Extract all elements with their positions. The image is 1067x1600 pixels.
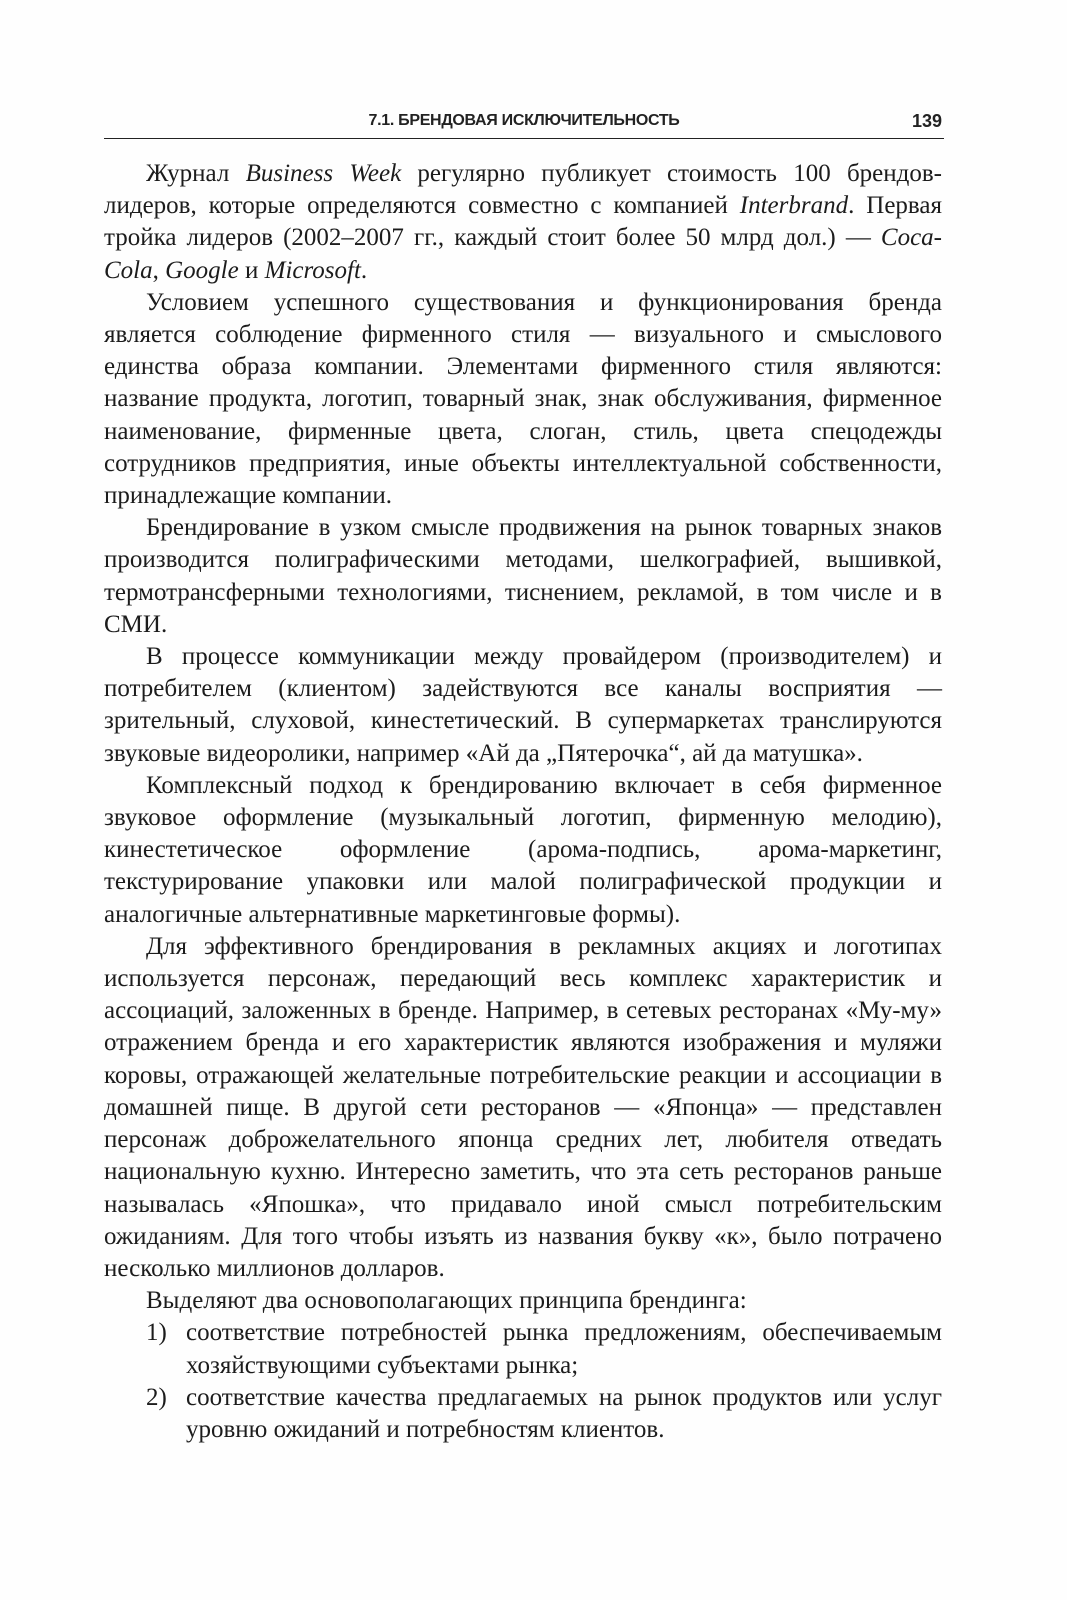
list-item-text: соответствие потребностей рынка предложениям, обеспечиваемым хозяйствующими субъектами рынка; (186, 1319, 942, 1379)
text-run: и (238, 256, 265, 284)
text-run: Журнал (146, 160, 246, 187)
text-run: . (360, 256, 368, 284)
paragraph-perception-channels: В процессе коммуникации между провайдером (производителем) и потребителем (клиентом) задействуются все каналы восприятия — зрительный, слуховой, кинестетический. В супермаркетах транслируются звуковые видеоролики, например «Ай да „Пятерочка“, ай да матушка». (104, 643, 942, 767)
list-item (104, 1317, 942, 1381)
italic-google: Google (165, 256, 239, 284)
body-text (104, 158, 942, 1446)
running-header (104, 110, 944, 139)
page-number: 139 (911, 111, 942, 131)
paragraph-complex-approach: Комплексный подход к брендированию включает в себя фирменное звуковое оформление (музыкальный логотип, фирменную мелодию), кинестетическое оформление (арома-подпись, арома-маркетинг, текстурирование упаковки или малой полиграфической продукции и аналогичные альтернативные маркетинговые формы). (104, 771, 942, 928)
principles-list (104, 1317, 942, 1446)
italic-coca-cola: Coca-Cola (104, 224, 942, 284)
running-title: 7.1. БРЕНДОВАЯ ИСКЛЮЧИТЕЛЬНОСТЬ (368, 112, 680, 129)
italic-interbrand: Interbrand (739, 192, 849, 220)
paragraph-brand-character: Для эффективного брендирования в рекламных акциях и логотипах используется персонаж, передающий весь комплекс характеристик и ассоциаций, заложенных в бренде. Например, в сетевых ресторанах «Му-му» отражением бренда и его характеристик являются изображения и муляжи коровы, отражающей желательные потребительские реакции и ассоциации в домашней пище. В другой сети ресторанов — «Японца» — представлен персонаж доброжелательного японца средних лет, любителя отведать национальную кухню. Интересно заметить, что эта сеть ресторанов раньше называлась «Япошка», что придавало иной смысл потребительским ожиданиям. Для того чтобы изъять из названия букву «к», было потрачено несколько миллионов долларов. (104, 932, 942, 1282)
paragraph-principles-intro: Выделяют два основополагающих принципа брендинга: (146, 1287, 747, 1315)
italic-business-week: Business Week (245, 160, 402, 187)
text-run: регулярно публикует стоимость 100 брендов-лидеров, которые определяются совместно с компанией (104, 160, 942, 220)
text-run: . Первая тройка лидеров (2002–2007 гг., каждый стоит более 50 млрд дол.) — (104, 192, 942, 252)
list-marker: 2) (146, 1383, 167, 1411)
italic-microsoft: Microsoft (264, 256, 361, 284)
list-marker: 1) (146, 1319, 167, 1347)
text-run: , (152, 256, 166, 284)
list-item-text: соответствие качества предлагаемых на рынок продуктов или услуг уровню ожиданий и потребностям клиентов. (186, 1383, 942, 1443)
list-item (104, 1382, 942, 1446)
paragraph-business-week (104, 158, 942, 287)
paragraph-corporate-style: Условием успешного существования и функционирования бренда является соблюдение фирменного стиля — визуального и смыслового единства образа компании. Элементами фирменного стиля являются: название продукта, логотип, товарный знак, знак обслуживания, фирменное наименование, фирменные цвета, слоган, стиль, цвета спецодежды сотрудников предприятия, иные объекты интеллектуальной собственности, принадлежащие компании. (104, 288, 942, 510)
paragraph-branding-methods: Брендирование в узком смысле продвижения на рынок товарных знаков производится полиграфическими методами, шелкографией, вышивкой, термотрансферными технологиями, тиснением, рекламой, в том числе и в СМИ. (104, 514, 942, 638)
